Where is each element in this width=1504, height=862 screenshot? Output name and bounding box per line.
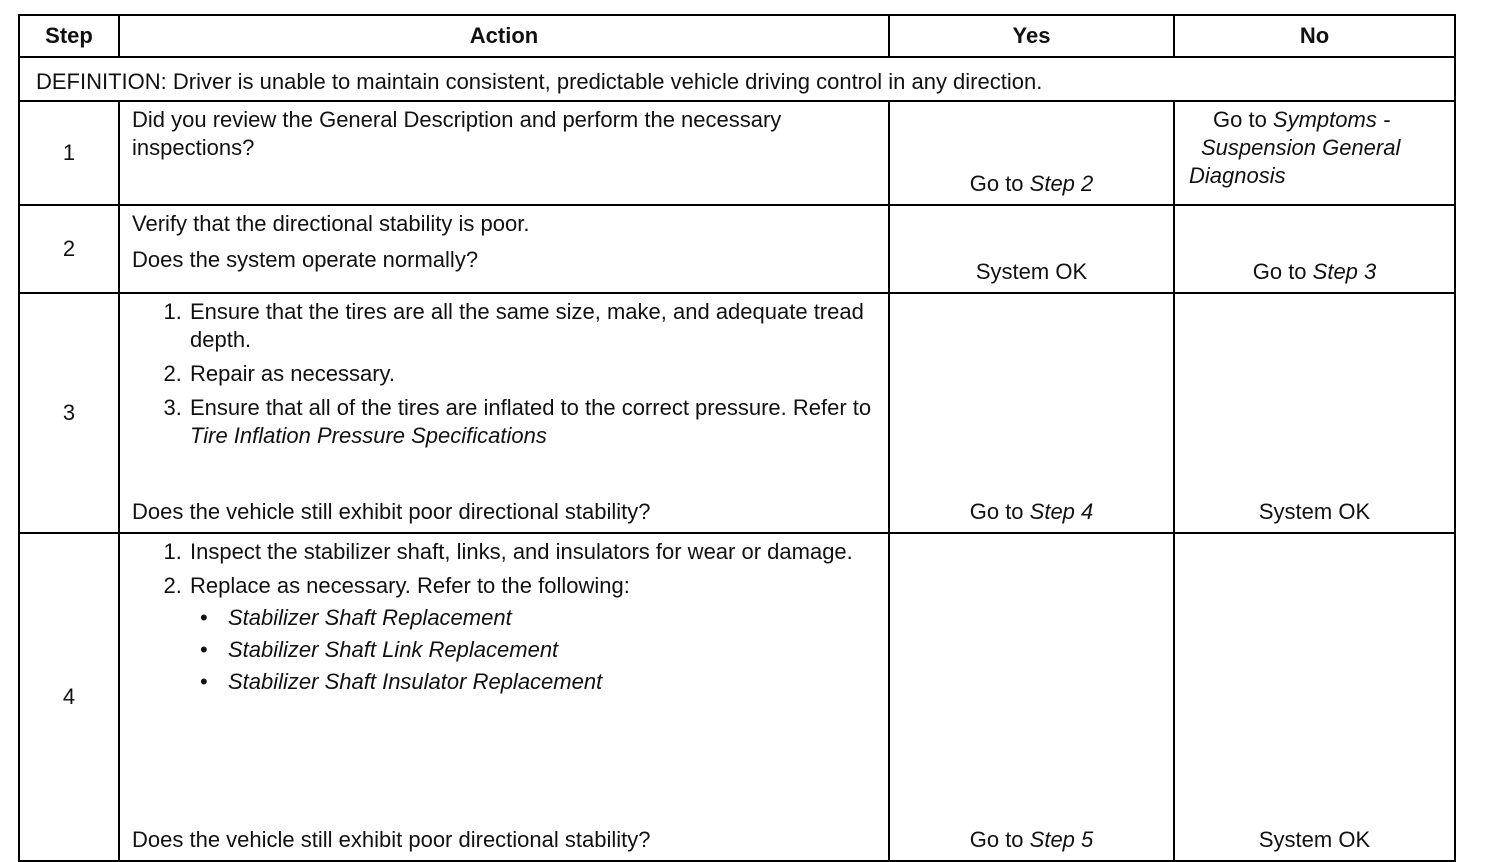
action-text: Did you review the General Description and perform the necessary inspections? — [132, 107, 782, 160]
no-result — [1174, 205, 1455, 293]
yes-result: System OK — [889, 205, 1174, 293]
list-item — [188, 572, 876, 696]
definition-text: DEFINITION: Driver is unable to maintain consistent, predictable vehicle driving control in any direction. — [19, 57, 1455, 101]
reference-link[interactable] — [226, 636, 876, 664]
instruction-list — [132, 298, 876, 450]
yes-prefix: Go to — [969, 499, 1030, 524]
step-action — [119, 101, 889, 205]
symptoms-link-part3[interactable]: Diagnosis — [1189, 163, 1286, 188]
definition-row — [19, 57, 1455, 101]
yes-result — [889, 293, 1174, 533]
yes-result — [889, 101, 1174, 205]
header-yes: Yes — [889, 15, 1174, 57]
yes-result — [889, 533, 1174, 861]
header-action: Action — [119, 15, 889, 57]
reference-list — [190, 604, 876, 696]
reference-text[interactable]: Stabilizer Shaft Insulator Replacement — [228, 669, 603, 694]
reference-link[interactable] — [226, 604, 876, 632]
item-text: Replace as necessary. Refer to the following: — [190, 573, 630, 598]
no-prefix: Go to — [1213, 107, 1273, 132]
no-result — [1174, 101, 1455, 205]
step-link[interactable]: Step 2 — [1029, 171, 1094, 196]
diagnostic-table — [18, 14, 1456, 862]
step-row-4 — [19, 533, 1455, 861]
yes-prefix: Go to — [969, 171, 1030, 196]
header-no: No — [1174, 15, 1455, 57]
step-row-2 — [19, 205, 1455, 293]
step-row-3 — [19, 293, 1455, 533]
list-item: 2. Repair as necessary. — [188, 360, 876, 388]
header-step: Step — [19, 15, 119, 57]
step-number: 1 — [19, 101, 119, 205]
list-item: 1. Ensure that the tires are all the same size, make, and adequate tread depth. — [188, 298, 876, 354]
question: Does the system operate normally? — [132, 247, 479, 272]
question: Does the vehicle still exhibit poor directional stability? — [132, 827, 651, 852]
symptoms-link-part2[interactable]: Suspension General — [1201, 135, 1401, 160]
step-number: 2 — [19, 205, 119, 293]
step-link[interactable]: Step 3 — [1312, 259, 1377, 284]
instruction-list — [132, 538, 876, 696]
step-number: 4 — [19, 533, 119, 861]
step-row-1 — [19, 101, 1455, 205]
reference-text[interactable]: Stabilizer Shaft Link Replacement — [228, 637, 559, 662]
step-link[interactable]: Step 4 — [1029, 499, 1094, 524]
no-result: System OK — [1174, 533, 1455, 861]
no-prefix: Go to — [1252, 259, 1313, 284]
step-action — [119, 293, 889, 533]
list-item: 1. Inspect the stabilizer shaft, links, and insulators for wear or damage. — [188, 538, 876, 566]
step-number: 3 — [19, 293, 119, 533]
step-link[interactable]: Step 5 — [1029, 827, 1094, 852]
action-line: Verify that the directional stability is poor. — [132, 211, 530, 236]
no-result: System OK — [1174, 293, 1455, 533]
reference-text[interactable]: Stabilizer Shaft Replacement — [228, 605, 512, 630]
spec-link[interactable]: Tire Inflation Pressure Specifications — [190, 423, 547, 448]
list-item — [188, 394, 876, 450]
step-action — [119, 205, 889, 293]
item-text: Ensure that all of the tires are inflated to the correct pressure. Refer to — [190, 395, 872, 420]
step-action — [119, 533, 889, 861]
question: Does the vehicle still exhibit poor directional stability? — [132, 499, 651, 524]
yes-prefix: Go to — [969, 827, 1030, 852]
symptoms-link-part1[interactable]: Symptoms - — [1272, 107, 1391, 132]
reference-link[interactable] — [226, 668, 876, 696]
header-row — [19, 15, 1455, 57]
